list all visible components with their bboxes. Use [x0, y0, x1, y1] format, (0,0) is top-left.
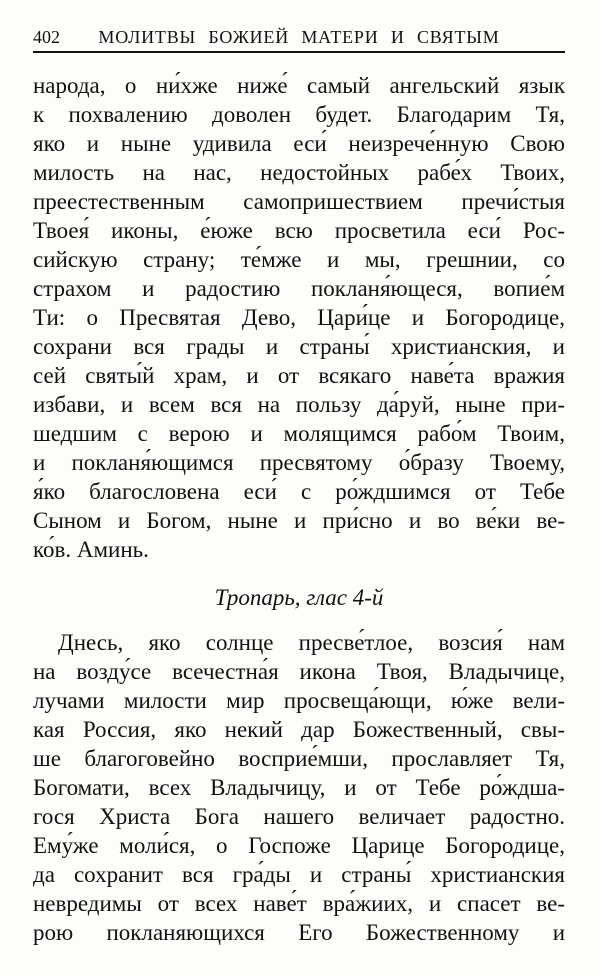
text-line: шедшим с верою и молящимся рабо́м Твоим,: [33, 421, 565, 446]
text-line: гося Христа Бога нашего величает радостно.: [33, 804, 565, 829]
text-line: лучами милости мир просвеща́ющи, ю́же вели-: [33, 688, 565, 713]
text-line: да сохранит вся гра́ды и страны́ христианския: [33, 862, 565, 887]
text-line: преестественным самопришествием пречи́стыя: [33, 189, 565, 214]
text-line: избави, и всем вся на пользу да́руй, ныне при-: [33, 392, 565, 417]
text-line: Богомати, всех Владычицу, и от Тебе ро́ждша-: [33, 775, 565, 800]
text-line: народа, о ни́хже ниже́ самый ангельский язык: [33, 73, 565, 98]
page-number: 402: [33, 27, 60, 47]
text-line: сей святы́й храм, и от всякаго наве́та вражия: [33, 363, 565, 388]
text-line: кая Россия, яко некий дар Божественный, свы-: [33, 717, 565, 742]
text-line: на возду́се всечестна́я икона Твоя, Владычице,: [33, 659, 565, 684]
section-heading-troparion: Тропарь, глас 4-й: [214, 585, 384, 610]
text-line: рою покланяющихся Его Божественному и: [33, 920, 565, 945]
text-line: Днесь, яко солнце пресве́тлое, возсия́ нам: [58, 630, 565, 655]
prayer-paragraph-continuation: [33, 71, 565, 564]
text-line: сохрани вся грады и страны́ христианския, и: [33, 334, 565, 359]
text-line: яко и ныне удивила еси́ неизрече́нную Свою: [33, 131, 565, 156]
text-line: Ему́же моли́ся, о Госпоже Царице Богородице,: [33, 833, 565, 858]
text-line: Сыном и Богом, ныне и при́сно и во ве́ки ве-: [33, 508, 565, 533]
header-rule: [33, 51, 565, 53]
text-line: к похвалению доволен будет. Благодарим Тя,: [33, 102, 565, 127]
text-line: невредимы от всех наве́т вра́жиих, и спасет ве-: [33, 891, 565, 916]
page-header: [33, 26, 565, 48]
text-line: сийскую страну; те́мже и мы, грешнии, со: [33, 247, 565, 272]
prayer-text: [33, 71, 565, 947]
text-line: милость на нас, недостойных рабе́х Твоих,: [33, 160, 565, 185]
text-line: ко́в. Аминь.: [33, 537, 149, 562]
text-line: и покланя́ющимся пресвятому о́бразу Твоему,: [33, 450, 565, 475]
text-line: Ти: о Пресвятая Дево, Цари́це и Богородице,: [33, 305, 565, 330]
text-line: Твоея́ иконы, е́юже всю просветила еси́ Рос-: [33, 218, 565, 243]
text-line: я́ко благословена еси́ с ро́ждшимся от Тебе: [33, 479, 565, 504]
troparion-paragraph: [33, 628, 565, 947]
text-line: страхом и радостию покланя́ющеся, вопие́м: [33, 276, 565, 301]
text-line: ше благоговейно восприе́мши, прославляет Тя,: [33, 746, 565, 771]
running-title: МОЛИТВЫ БОЖИЕЙ МАТЕРИ И СВЯТЫМ: [98, 27, 500, 47]
